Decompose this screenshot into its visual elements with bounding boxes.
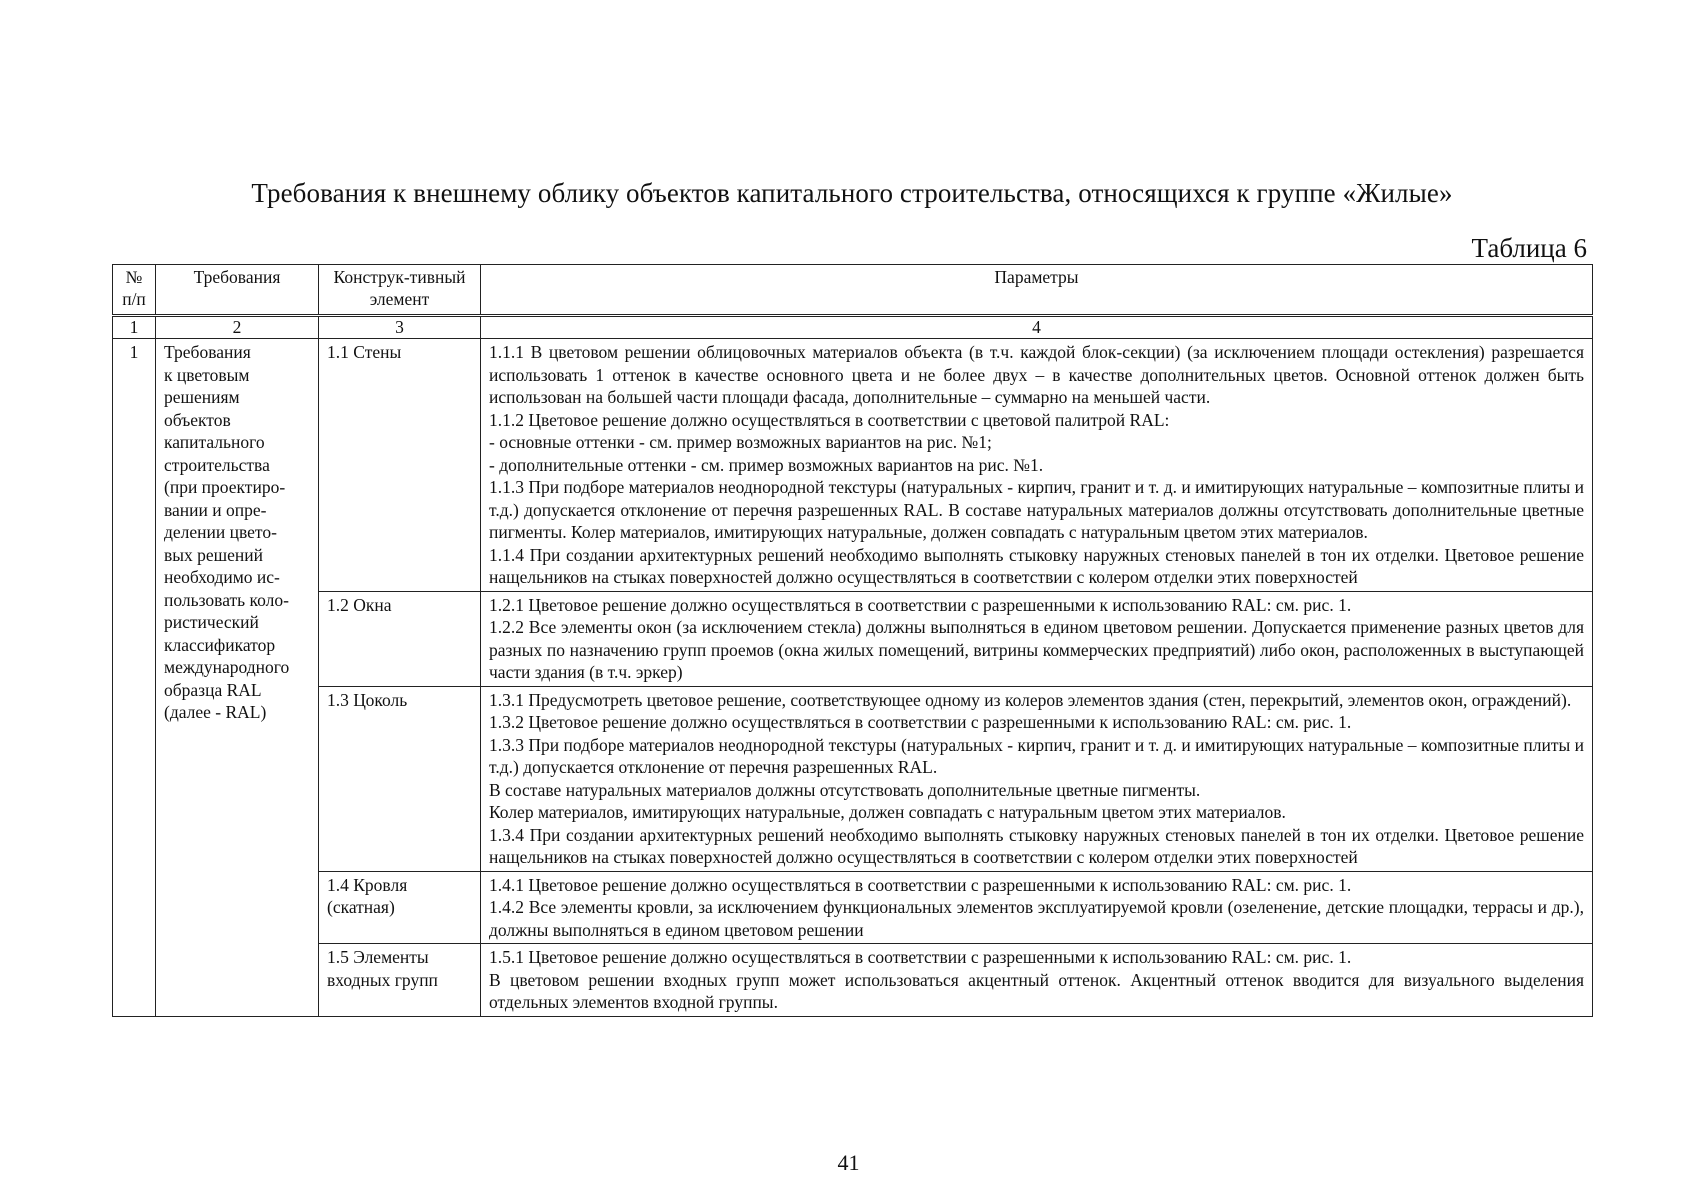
table-row: [113, 339, 1593, 592]
column-number: 3: [319, 316, 481, 339]
page-number: 41: [837, 1150, 860, 1175]
parameter-text: 1.5.1 Цветовое решение должно осуществляться в соответствии с разрешенными к использованию RAL: см. рис. 1.: [489, 947, 1352, 967]
parameter-text: 1.2.1 Цветовое решение должно осуществляться в соответствии с разрешенными к использованию RAL: см. рис. 1.: [489, 594, 1352, 615]
parameter-text: В цветовом решении входных групп может использоваться акцентный оттенок. Акцентный оттенок вводится для визуального выделения отдельных элементов входной группы.: [489, 969, 1584, 1012]
table-row: [113, 944, 1593, 1017]
document-title: Требования к внешнему облику объектов капитального строительства, относящихся к группе «Жилые»: [251, 178, 1453, 208]
parameter-text: 1.2.2 Все элементы окон (за исключением стекла) должны выполняться в едином цветовом решении. Допускается применение разных цветов для разных по назначению групп проемов (окна жилых помещений, витрины коммерческих предприятий) либо окон, расположенных в выступающей части здания (в т.ч. эркер): [489, 617, 1584, 682]
header-element: Конструк-тивный элемент: [319, 265, 481, 316]
parameter-text: 1.1.3 При подборе материалов неоднородной текстуры (натуральных - кирпич, гранит и т. д. и имитирующих натуральные – композитные плиты и т.д.) допускается отклонение от перечня разрешенных RAL. В составе натуральных материалов должны отсутствовать дополнительные цветные пигменты. Колер материалов, имитирующих натуральные, должен совпадать с натуральным цветом этих материалов.: [489, 477, 1584, 542]
column-number: 1: [113, 316, 156, 339]
parameter-text: Колер материалов, имитирующих натуральные, должен совпадать с натуральным цветом этих материалов.: [489, 802, 1286, 822]
element-entrance-groups: 1.5 Элементы входных групп: [319, 944, 481, 1017]
parameter-text: 1.3.3 При подборе материалов неоднородной текстуры (натуральных - кирпич, гранит и т. д. и имитирующих натуральные – композитные плиты и т.д.) допускается отклонение от перечня разрешенных RAL.: [489, 734, 1584, 777]
table-row: [113, 591, 1593, 686]
table-label: Таблица 6: [1471, 233, 1587, 263]
header-number: № п/п: [113, 265, 156, 316]
parameter-text: 1.1.1 В цветовом решении облицовочных материалов объекта (в т.ч. каждой блок-секции) (за исключением площади остекления) разрешается использовать 1 оттенок в качестве основного цвета и не более двух – в качестве дополнительных цветов. Основной оттенок должен быть использован на большей части площади фасада, дополнительные – суммарно на меньшей части.: [489, 342, 1584, 407]
parameter-text: 1.4.2 Все элементы кровли, за исключением функциональных элементов эксплуатируемой кровли (озеленение, детские площадки, террасы и др.), должны выполняться в едином цветовом решении: [489, 897, 1584, 940]
table-row: [113, 686, 1593, 871]
parameter-text: В составе натуральных материалов должны отсутствовать дополнительные цветные пигменты.: [489, 779, 1201, 800]
parameters-windows: [481, 591, 1593, 686]
parameter-text: - основные оттенки - см. пример возможных вариантов на рис. №1;: [489, 432, 992, 452]
table-header-row: [113, 265, 1593, 316]
parameters-walls: [481, 339, 1593, 592]
header-parameters: Параметры: [481, 265, 1593, 316]
parameter-text: 1.3.1 Предусмотреть цветовое решение, соответствующее одному из колеров элементов здания (стен, перекрытий, элементов окон, ограждений).: [489, 689, 1572, 710]
requirements-table: [112, 264, 1593, 1017]
parameter-text: 1.1.2 Цветовое решение должно осуществляться в соответствии с цветовой палитрой RAL:: [489, 409, 1170, 430]
element-walls: 1.1 Стены: [319, 339, 481, 592]
header-requirements: Требования: [156, 265, 319, 316]
column-number: 2: [156, 316, 319, 339]
parameter-text: 1.4.1 Цветовое решение должно осуществляться в соответствии с разрешенными к использованию RAL: см. рис. 1.: [489, 874, 1352, 895]
requirement-cell: Требования к цветовым решениям объектов капитального строительства (при проектиро- вании и опре- делении цвето- вых решений необходимо ис- пользовать коло- ристический классификатор международного образца RAL (далее - RAL): [156, 339, 319, 1017]
table-row: [113, 871, 1593, 944]
parameter-text: 1.3.4 При создании архитектурных решений необходимо выполнять стыковку наружных стеновых панелей в тон их отделки. Цветовое решение нащельников на стыках поверхностей должно осуществляться в соответствии с колером отделки этих поверхностей: [489, 824, 1584, 867]
element-plinth: 1.3 Цоколь: [319, 686, 481, 871]
parameter-text: - дополнительные оттенки - см. пример возможных вариантов на рис. №1.: [489, 454, 1044, 475]
element-roof: 1.4 Кровля (скатная): [319, 871, 481, 944]
parameters-entrance-groups: [481, 944, 1593, 1017]
column-number: 4: [481, 316, 1593, 339]
parameter-text: 1.3.2 Цветовое решение должно осуществляться в соответствии с разрешенными к использованию RAL: см. рис. 1.: [489, 712, 1352, 732]
parameters-roof: [481, 871, 1593, 944]
row-number: 1: [113, 339, 156, 1017]
column-number-row: [113, 316, 1593, 339]
element-windows: 1.2 Окна: [319, 591, 481, 686]
parameters-plinth: [481, 686, 1593, 871]
parameter-text: 1.1.4 При создании архитектурных решений необходимо выполнять стыковку наружных стеновых панелей в тон их отделки. Цветовое решение нащельников на стыках поверхностей должно осуществляться в соответствии с колером отделки этих поверхностей: [489, 544, 1584, 587]
